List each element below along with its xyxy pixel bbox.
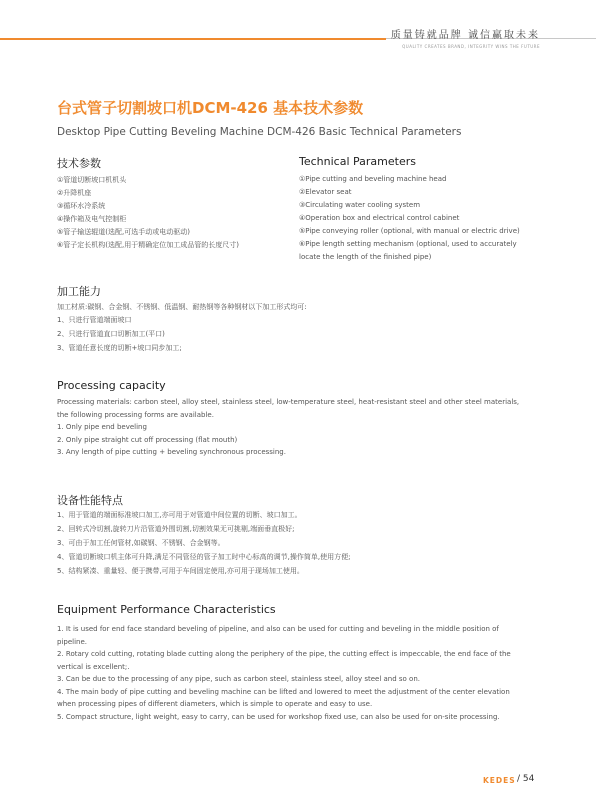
proc-lines-en: [57, 396, 547, 459]
tech-item-cn: ②升降机座: [57, 189, 92, 197]
equip-heading-en: Equipment Performance Characteristics: [57, 603, 276, 616]
tech-item-cn: ④操作箱及电气控制柜: [57, 215, 127, 223]
tech-heading-cn: 技术参数: [57, 157, 101, 170]
tech-item-en: ②Elevator seat: [299, 188, 352, 196]
equip-line-cn: 2、回转式冷切割,旋转刀片沿管道外围切割,切割效果无可挑剔,端面垂直极好;: [57, 525, 295, 533]
proc-line-cn: 3、管道任意长度的切断+坡口同步加工;: [57, 344, 182, 352]
equip-line-en: when processing pipes of different diameters, which is simple to operate and easy to use.: [57, 700, 373, 708]
proc-line-en: the following processing forms are available.: [57, 410, 214, 419]
equip-line-cn: 5、结构紧凑、重量轻、便于携带,可用于车间固定使用,亦可用于现场加工使用。: [57, 567, 304, 575]
proc-line-en: Processing materials: carbon steel, alloy steel, stainless steel, low-temperature steel, heat-resistant steel and other steel materials,: [57, 398, 520, 406]
equip-line-cn: 1、用于管道的端面标准坡口加工,亦可用于对管道中间位置的切断、坡口加工。: [57, 511, 302, 519]
tech-item-cn: ①管道切断坡口机机头: [57, 176, 127, 184]
page-title-en: Desktop Pipe Cutting Beveling Machine DCM-426 Basic Technical Parameters: [57, 126, 462, 138]
equip-line-en: vertical is excellent;.: [57, 662, 130, 671]
tech-heading-en: Technical Parameters: [299, 155, 416, 168]
proc-line-en: 2. Only pipe straight cut off processing (flat mouth): [57, 435, 238, 444]
tech-item-cn: ⑥管子定长机构(选配,用于精确定位加工成品管的长度尺寸): [57, 241, 239, 249]
equip-line-en: 3. Can be due to the processing of any pipe, such as carbon steel, stainless steel, alloy steel and so on.: [57, 675, 420, 683]
proc-line-en: 1. Only pipe end beveling: [57, 423, 147, 431]
tech-item-en: ⑤Pipe conveying roller (optional, with manual or electric drive): [299, 227, 520, 235]
proc-line-cn: 加工材质:碳钢、合金钢、不锈钢、低温钢、耐热钢等各种钢材以下加工形式均可:: [57, 303, 307, 311]
footer-brand-logo: KEDES: [483, 776, 516, 785]
proc-heading-en: Processing capacity: [57, 379, 166, 392]
header-slogan-en: QUALITY CREATES BRAND, INTEGRITY WINS THE FUTURE: [402, 44, 540, 49]
equip-heading-cn: 设备性能特点: [57, 494, 123, 507]
tech-item-en: locate the length of the finished pipe): [299, 253, 432, 261]
tech-item-en: ④Operation box and electrical control cabinet: [299, 214, 460, 222]
equip-lines-en: [57, 623, 547, 723]
tech-item-en: ⑥Pipe length setting mechanism (optional, used to accurately: [299, 240, 517, 248]
proc-line-cn: 1、只进行管道端面坡口: [57, 316, 132, 324]
equip-line-en: 1. It is used for end face standard beveling of pipeline, and also can be used for cutting and beveling in the middle position of: [57, 625, 499, 633]
tech-item-en: ①Pipe cutting and beveling machine head: [299, 175, 447, 183]
tech-item-en: ③Circulating water cooling system: [299, 201, 421, 209]
equip-line-en: 5. Compact structure, light weight, easy to carry, can be used for workshop fixed use, can also be used for on-site processing.: [57, 712, 500, 721]
proc-heading-cn: 加工能力: [57, 285, 101, 298]
proc-line-cn: 2、只进行管道直口切断加工(平口): [57, 330, 165, 338]
tech-item-cn: ⑤管子输送辊道(选配,可选手动或电动驱动): [57, 228, 190, 236]
equip-line-en: pipeline.: [57, 637, 87, 646]
page-number: / 54: [517, 774, 535, 784]
equip-line-en: 4. The main body of pipe cutting and beveling machine can be lifted and lowered to meet the adjustment of the center elevation: [57, 687, 510, 696]
header-slogan: 质量铸就品牌 诚信赢取未来: [390, 30, 540, 41]
tech-item-cn: ③循环水冷系统: [57, 202, 106, 210]
equip-line-cn: 4、管道切断坡口机主体可升降,满足不同管径的管子加工时中心标高的调节,操作简单,使用方便;: [57, 553, 351, 561]
page-title-cn: 台式管子切割坡口机DCM-426 基本技术参数: [57, 99, 364, 117]
header-orange-rule: [0, 38, 386, 40]
equip-line-cn: 3、可由于加工任何管材,如碳钢、不锈钢、合金钢等。: [57, 539, 225, 547]
proc-line-en: 3. Any length of pipe cutting + beveling synchronous processing.: [57, 448, 286, 456]
equip-line-en: 2. Rotary cold cutting, rotating blade cutting along the periphery of the pipe, the cutting effect is impeccable, the end face of the: [57, 650, 511, 658]
